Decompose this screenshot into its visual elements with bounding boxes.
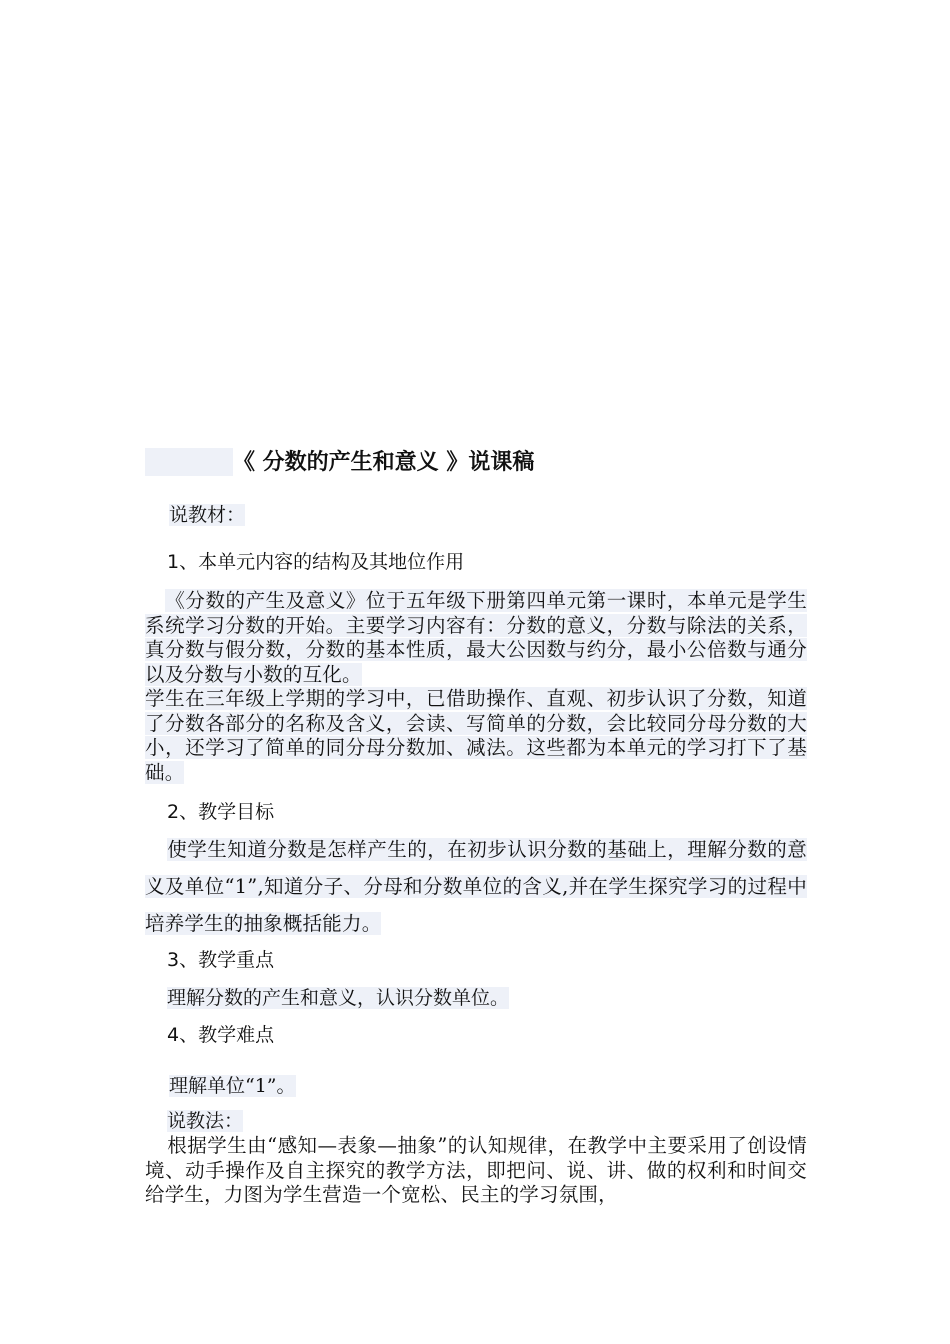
item3-heading-text: 3、教学重点	[167, 949, 275, 971]
document-title-row	[145, 448, 807, 478]
item3-paragraph	[145, 985, 829, 1011]
section-label-teaching-material	[145, 502, 831, 528]
item4-paragraph-text: 理解单位“1”。	[169, 1075, 296, 1097]
item2-heading-text: 2、教学目标	[167, 801, 275, 823]
section-label-teaching-method	[145, 1108, 829, 1134]
section-label-method-text: 说教法：	[167, 1110, 244, 1132]
item4-heading-text: 4、教学难点	[167, 1024, 275, 1046]
title-highlight-gap	[145, 448, 233, 476]
item2-heading	[145, 799, 829, 825]
item4-paragraph	[145, 1073, 831, 1099]
method-paragraph-text: 根据学生由“感知—表象—抽象”的认知规律，在教学中主要采用了创设情境、动手操作及自主探究的教学方法，即把问、说、讲、做的权利和时间交给学生，力图为学生营造一个宽松、民主的学习氛围，	[145, 1134, 807, 1206]
section-label-text: 说教材：	[169, 504, 246, 526]
item3-paragraph-text: 理解分数的产生和意义，认识分数单位。	[167, 987, 510, 1009]
method-paragraph	[145, 1134, 807, 1208]
item2-paragraph	[145, 831, 807, 942]
item1-heading	[145, 549, 829, 575]
item1-paragraph-1-text: 《分数的产生及意义》位于五年级下册第四单元第一课时，本单元是学生系统学习分数的开始。主要学习内容有：分数的意义，分数与除法的关系，真分数与假分数，分数的基本性质，最大公因数与约分，最小公倍数与通分以及分数与小数的互化。	[145, 589, 807, 686]
item1-paragraph-1	[145, 589, 807, 687]
item1-paragraph-2-text: 学生在三年级上学期的学习中，已借助操作、直观、初步认识了分数，知道了分数各部分的名称及含义，会读、写简单的分数，会比较同分母分数的大小，还学习了简单的同分母分数加、减法。这些都为本单元的学习打下了基础。	[145, 687, 807, 784]
item1-heading-text: 1、本单元内容的结构及其地位作用	[167, 551, 465, 573]
item1-paragraph-2	[145, 687, 807, 785]
item4-heading	[145, 1022, 829, 1048]
item2-paragraph-text: 使学生知道分数是怎样产生的，在初步认识分数的基础上，理解分数的意义及单位“1”,知道分子、分母和分数单位的含义,并在学生探究学习的过程中培养学生的抽象概括能力。	[145, 838, 807, 935]
document-title: 《 分数的产生和意义 》说课稿	[233, 450, 535, 475]
item3-heading	[145, 947, 829, 973]
